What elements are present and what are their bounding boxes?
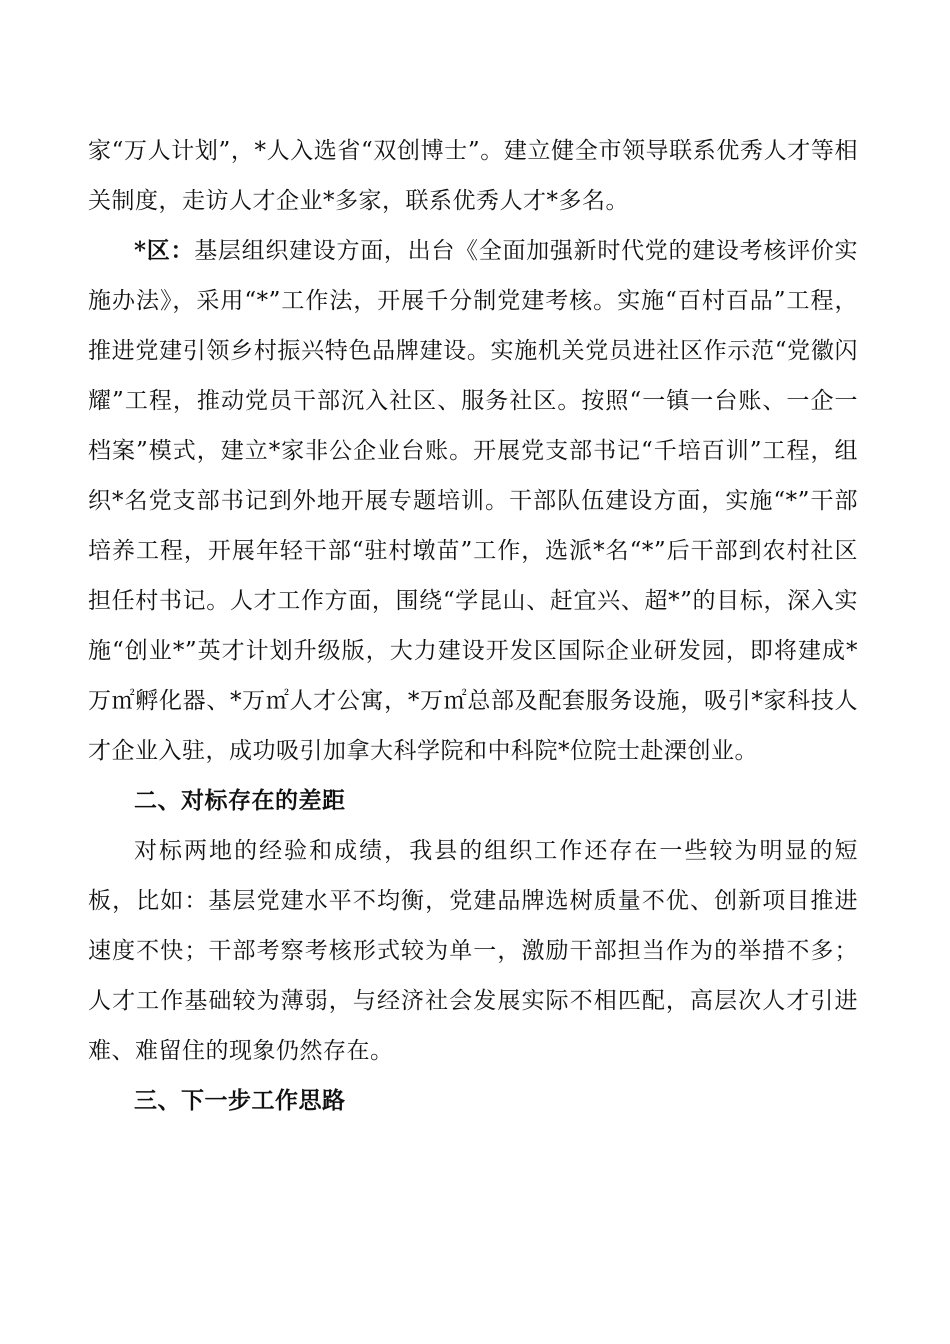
section-heading-gaps: 二、对标存在的差距 bbox=[134, 787, 346, 814]
paragraph-gaps: 对标两地的经验和成绩，我县的组织工作还存在一些较为明显的短板，比如：基层党建水平不均衡，党建品牌选树质量不优、创新项目推进速度不快；干部考察考核形式较为单一，激励干部担当作为的举措不多；人才工作基础较为薄弱，与经济社会发展实际不相匹配，高层次人才引进难、难留住的现象仍然存在。 bbox=[88, 838, 858, 1064]
district-lead-label: *区： bbox=[134, 237, 195, 264]
paragraph-talent-plan: 家“万人计划”，*人入选省“双创博士”。建立健全市领导联系优秀人才等相关制度，走访人才企业*多家，联系优秀人才*多名。 bbox=[88, 138, 858, 214]
district-work-body: 基层组织建设方面，出台《全面加强新时代党的建设考核评价实施办法》，采用“*”工作法，开展千分制党建考核。实施“百村百品”工程，推进党建引领乡村振兴特色品牌建设。实施机关党员进社区作示范“党徽闪耀”工程，推动党员干部沉入社区、服务社区。按照“一镇一台账、一企一档案”模式，建立*家非公企业台账。开展党支部书记“千培百训”工程，组织*名党支部书记到外地开展专题培训。干部队伍建设方面，实施“*”干部培养工程，开展年轻干部“驻村墩苗”工作，选派*名“*”后干部到农村社区担任村书记。人才工作方面，围绕“学昆山、赶宜兴、超*”的目标，深入实施“创业*”英才计划升级版，大力建设开发区国际企业研发园，即将建成*万㎡孵化器、*万㎡人才公寓，*万㎡总部及配套服务设施，吸引*家科技人才企业入驻，成功吸引加拿大科学院和中科院*位院士赴溧创业。 bbox=[88, 238, 859, 764]
document-page bbox=[88, 126, 858, 1126]
section-heading-next-steps: 三、下一步工作思路 bbox=[134, 1087, 346, 1114]
paragraph-district-work bbox=[88, 226, 858, 776]
